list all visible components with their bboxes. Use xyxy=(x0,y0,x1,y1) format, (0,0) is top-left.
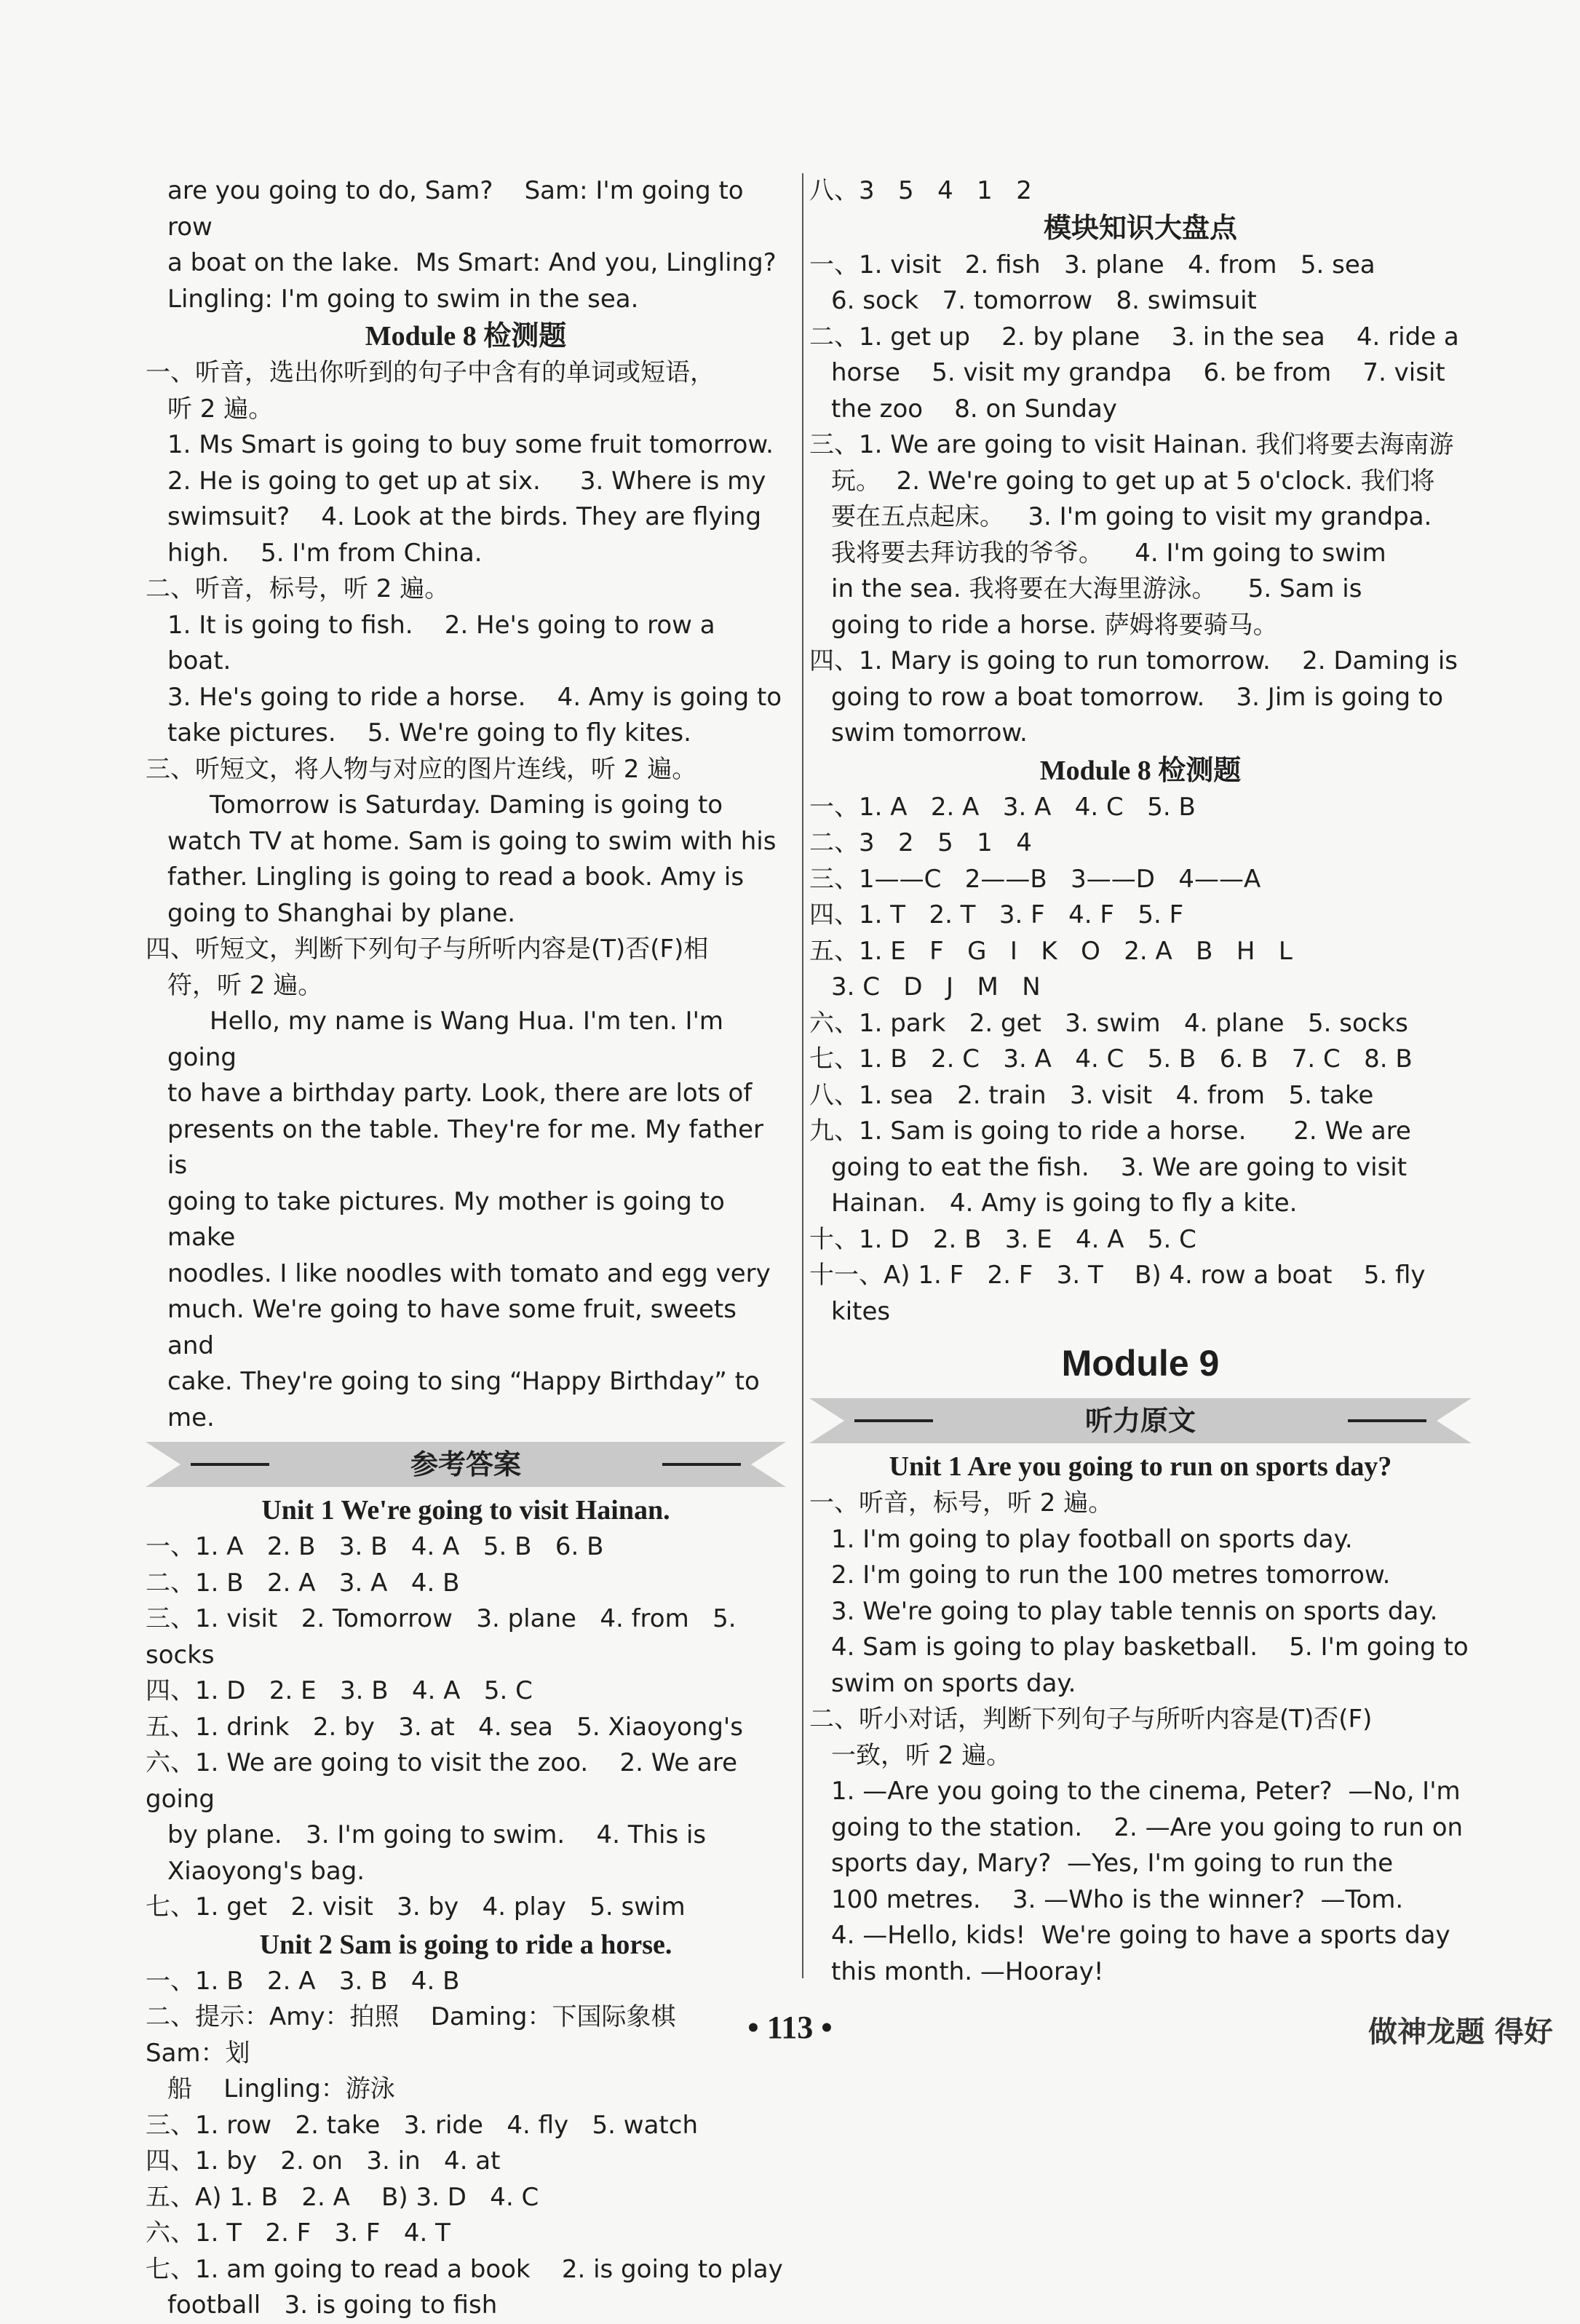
section-heading: Unit 2 Sam is going to ride a horse. xyxy=(259,1929,672,1960)
text-line: Lingling: I'm going to swim in the sea. xyxy=(167,284,639,314)
text-line: swim tomorrow. xyxy=(831,718,1028,747)
text-line: 四、听短文，判断下列句子与所听内容是(T)否(F)相 xyxy=(146,935,709,964)
section-banner xyxy=(146,1442,786,1487)
banner-label: 听力原文 xyxy=(1084,1405,1196,1437)
text-line: 三、1. row 2. take 3. ride 4. fly 5. watch xyxy=(146,2110,699,2140)
page-number: • 113 • xyxy=(747,2010,833,2045)
text-line: 一致，听 2 遍。 xyxy=(831,1740,1012,1770)
text-line: going to Shanghai by plane. xyxy=(167,898,516,928)
text-line: 四、1. T 2. T 3. F 4. F 5. F xyxy=(809,900,1184,929)
text-line: 五、A) 1. B 2. A B) 3. D 4. C xyxy=(146,2182,539,2212)
text-line: 3. He's going to ride a horse. 4. Amy is going to xyxy=(167,682,782,712)
section-heading: Unit 1 We're going to visit Hainan. xyxy=(261,1495,670,1526)
text-line: 一、听音，选出你听到的句子中含有的单词或短语， xyxy=(146,358,715,387)
text-line: Hello, my name is Wang Hua. I'm ten. I'm going xyxy=(167,1007,731,1072)
text-line: 七、1. B 2. C 3. A 4. C 5. B 6. B 7. C 8. B xyxy=(809,1044,1413,1074)
text-line: 四、1. D 2. E 3. B 4. A 5. C xyxy=(146,1676,533,1705)
text-line: this month. —Hooray! xyxy=(831,1956,1104,1986)
text-line: kites xyxy=(831,1296,891,1326)
text-line: 4. —Hello, kids! We're going to have a sports day xyxy=(831,1921,1450,1950)
text-line: 一、1. visit 2. fish 3. plane 4. from 5. sea xyxy=(809,250,1375,279)
text-line: going to eat the fish. 3. We are going to visit xyxy=(831,1152,1408,1182)
text-line: swimsuit? 4. Look at the birds. They are flying xyxy=(167,502,762,531)
text-line: horse 5. visit my grandpa 6. be from 7. visit xyxy=(831,358,1445,387)
text-line: 十一、A) 1. F 2. F 3. T B) 4. row a boat 5. fly xyxy=(809,1261,1426,1290)
text-line: 七、1. am going to read a book 2. is going to play xyxy=(146,2254,783,2284)
text-line: 二、3 2 5 1 4 xyxy=(809,828,1032,857)
text-line: 1. Ms Smart is going to buy some fruit tomorrow. xyxy=(167,430,774,459)
text-line: 二、听音，标号，听 2 遍。 xyxy=(146,574,450,603)
text-line: 二、1. B 2. A 3. A 4. B xyxy=(146,1568,460,1598)
text-line: much. We're going to have some fruit, sweets and xyxy=(167,1295,745,1360)
text-line: 1. It is going to fish. 2. He's going to row a boat. xyxy=(167,610,723,675)
text-line: 五、1. drink 2. by 3. at 4. sea 5. Xiaoyong's xyxy=(146,1712,743,1742)
text-line: going to row a boat tomorrow. 3. Jim is going to xyxy=(831,682,1444,712)
text-line: 1. I'm going to play football on sports day. xyxy=(831,1524,1353,1554)
text-line: to have a birthday party. Look, there are lots of xyxy=(167,1079,753,1108)
banner-label: 参考答案 xyxy=(410,1448,521,1480)
text-line: 六、1. park 2. get 3. swim 4. plane 5. socks xyxy=(809,1008,1408,1038)
text-line: 四、1. by 2. on 3. in 4. at xyxy=(146,2146,501,2176)
section-heading: Module 8 检测题 xyxy=(1039,755,1242,786)
text-line: by plane. 3. I'm going to swim. 4. This is xyxy=(167,1820,707,1849)
text-line: 一、1. A 2. B 3. B 4. A 5. B 6. B xyxy=(146,1532,604,1561)
text-line: 6. sock 7. tomorrow 8. swimsuit xyxy=(831,286,1257,315)
text-line: 三、1. We are going to visit Hainan. 我们将要去海南游 xyxy=(809,430,1454,459)
text-line: 100 metres. 3. —Who is the winner? —Tom. xyxy=(831,1884,1404,1914)
text-line: 听 2 遍。 xyxy=(167,394,274,424)
text-line: 二、1. get up 2. by plane 3. in the sea 4. ride a xyxy=(809,322,1459,352)
text-line: 要在五点起床。 3. I'm going to visit my grandpa. xyxy=(831,502,1432,531)
text-line: high. 5. I'm from China. xyxy=(167,538,483,568)
text-line: 六、1. T 2. F 3. F 4. T xyxy=(146,2218,450,2248)
text-line: 4. Sam is going to play basketball. 5. I'm going to xyxy=(831,1633,1469,1662)
text-line: 二、听小对话，判断下列句子与所听内容是(T)否(F) xyxy=(809,1705,1373,1734)
text-line: 一、1. B 2. A 3. B 4. B xyxy=(146,1966,460,1996)
text-line: 六、1. We are going to visit the zoo. 2. We are going xyxy=(146,1748,745,1814)
text-line: 八、3 5 4 1 2 xyxy=(809,176,1032,205)
text-line: 五、1. E F G I K O 2. A B H L xyxy=(809,936,1293,966)
text-line: 我将要去拜访我的爷爷。 4. I'm going to swim xyxy=(831,538,1386,568)
text-line: 船 Lingling：游泳 xyxy=(167,2074,395,2103)
text-line: presents on the table. They're for me. My father is xyxy=(167,1114,771,1180)
text-line: 3. We're going to play table tennis on sports day. xyxy=(831,1596,1438,1626)
module-heading: Module 9 xyxy=(1061,1343,1220,1384)
text-line: going to take pictures. My mother is going to make xyxy=(167,1186,733,1252)
text-line: 三、听短文，将人物与对应的图片连线，听 2 遍。 xyxy=(146,754,697,784)
text-line: 3. C D J M N xyxy=(831,972,1041,1002)
text-line: a boat on the lake. Ms Smart: And you, Lingling? xyxy=(167,248,777,277)
text-line: Tomorrow is Saturday. Daming is going to xyxy=(210,790,723,820)
text-line: the zoo 8. on Sunday xyxy=(831,394,1117,424)
section-banner xyxy=(809,1398,1472,1443)
column-divider xyxy=(802,173,803,1978)
text-line: going to the station. 2. —Are you going to run on xyxy=(831,1812,1464,1842)
text-line: 一、听音，标号，听 2 遍。 xyxy=(809,1488,1113,1518)
text-line: 四、1. Mary is going to run tomorrow. 2. Daming is xyxy=(809,646,1458,675)
text-line: 符，听 2 遍。 xyxy=(167,970,323,1000)
text-line: 二、提示：Amy：拍照 Daming：下国际象棋 Sam：划 xyxy=(146,2002,707,2068)
text-line: 九、1. Sam is going to ride a horse. 2. We are xyxy=(809,1117,1411,1146)
text-line: 七、1. get 2. visit 3. by 4. play 5. swim xyxy=(146,1892,686,1922)
right-column xyxy=(809,173,1472,1990)
section-heading: 模块知识大盘点 xyxy=(1043,213,1237,244)
left-column xyxy=(146,173,786,2324)
text-line: me. xyxy=(167,1403,215,1432)
section-heading: Module 8 检测题 xyxy=(365,321,567,352)
text-line: are you going to do, Sam? Sam: I'm going to row xyxy=(167,176,752,242)
text-line: 八、1. sea 2. train 3. visit 4. from 5. take xyxy=(809,1080,1374,1110)
text-line: swim on sports day. xyxy=(831,1668,1076,1698)
text-line: father. Lingling is going to read a book. Amy is xyxy=(167,862,745,892)
text-line: 十、1. D 2. B 3. E 4. A 5. C xyxy=(809,1224,1196,1254)
text-line: Hainan. 4. Amy is going to fly a kite. xyxy=(831,1189,1298,1218)
footer-slogan: 做神龙题 得好 xyxy=(1368,2015,1553,2049)
text-line: sports day, Mary? —Yes, I'm going to run the xyxy=(831,1849,1394,1878)
text-line: noodles. I like noodles with tomato and egg very xyxy=(167,1258,771,1288)
text-line: 玩。 2. We're going to get up at 5 o'clock. 我们将 xyxy=(831,466,1435,496)
text-line: football 3. is going to fish xyxy=(167,2291,498,2320)
section-heading: Unit 1 Are you going to run on sports day? xyxy=(889,1451,1392,1482)
text-line: in the sea. 我将要在大海里游泳。 5. Sam is xyxy=(831,574,1362,603)
text-line: 三、1. visit 2. Tomorrow 3. plane 4. from 5. socks xyxy=(146,1604,745,1670)
text-line: 三、1——C 2——B 3——D 4——A xyxy=(809,864,1261,894)
text-line: 一、1. A 2. A 3. A 4. C 5. B xyxy=(809,792,1196,822)
text-line: take pictures. 5. We're going to fly kites. xyxy=(167,718,691,747)
text-line: 1. —Are you going to the cinema, Peter? —No, I'm xyxy=(831,1777,1461,1806)
text-line: 2. I'm going to run the 100 metres tomorrow. xyxy=(831,1560,1391,1590)
text-line: going to ride a horse. 萨姆将要骑马。 xyxy=(831,610,1278,640)
text-line: 2. He is going to get up at six. 3. Where is my xyxy=(167,466,766,496)
text-line: Xiaoyong's bag. xyxy=(167,1856,365,1886)
text-line: cake. They're going to sing “Happy Birthday” to xyxy=(167,1367,760,1396)
text-line: watch TV at home. Sam is going to swim with his xyxy=(167,826,777,856)
